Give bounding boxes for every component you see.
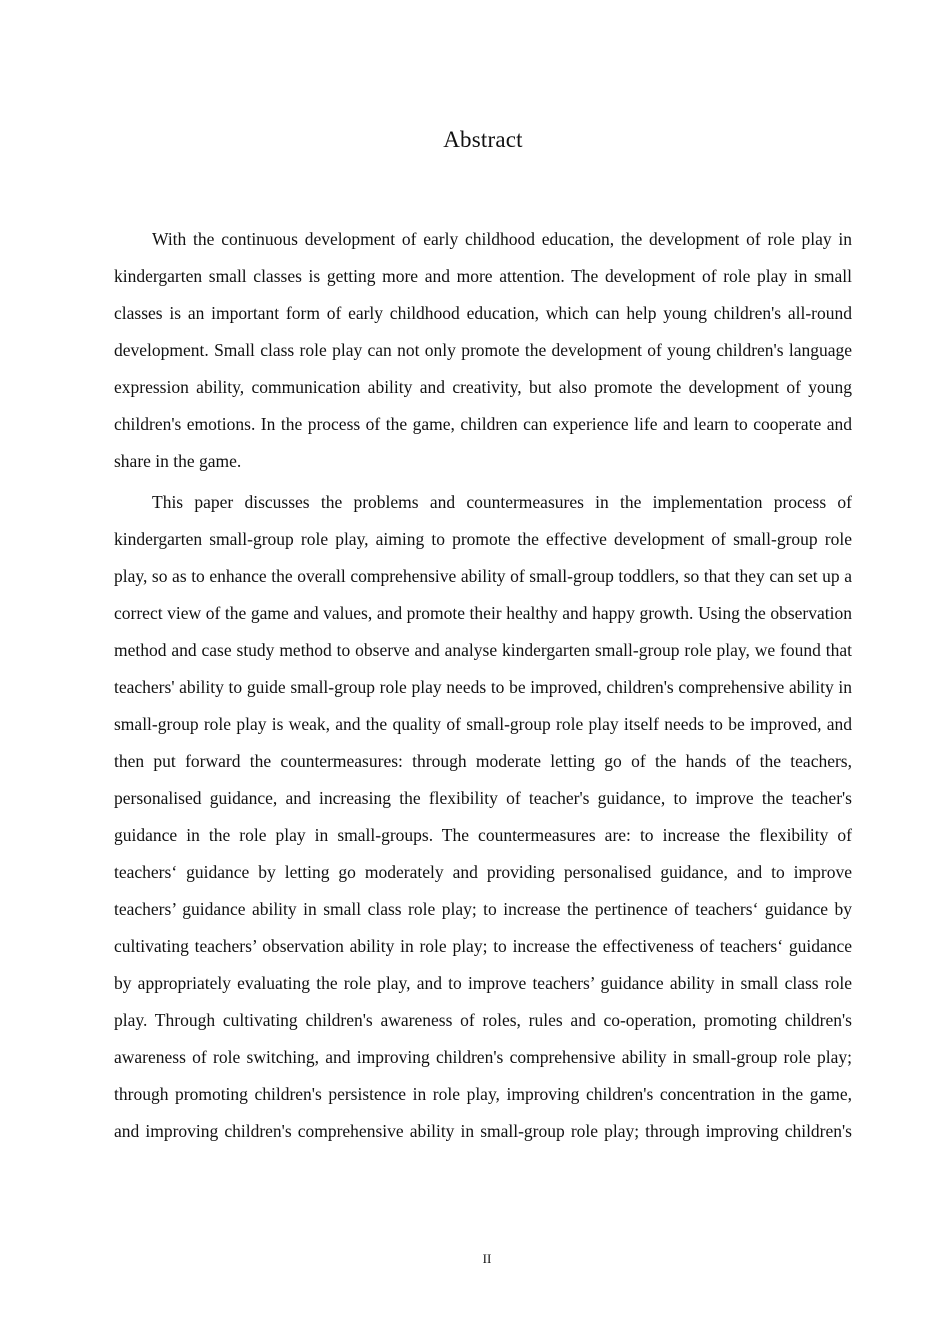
abstract-paragraph-2: This paper discusses the problems and countermeasures in the implementation process of kindergarten small-group role play, aiming to promote the effective development of small-group role play, so as to enhance the overall comprehensive ability of small-group toddlers, so that they can set up a correct view of the game and values, and promote their healthy and happy growth. Using the observation method and case study method to observe and analyse kindergarten small-group role play, we found that teachers' ability to guide small-group role play needs to be improved, children's comprehensive ability in small-group role play is weak, and the quality of small-group role play itself needs to be improved, and then put forward the countermeasures: through moderate letting go of the hands of the teachers, personalised guidance, and increasing the flexibility of teacher's guidance, to improve the teacher's guidance in the role play in small-groups. The countermeasures are: to increase the flexibility of teachers‘ guidance by letting go moderately and providing personalised guidance, and to improve teachers’ guidance ability in small class role play; to increase the pertinence of teachers‘ guidance by cultivating teachers’ observation ability in role play; to increase the effectiveness of teachers‘ guidance by appropriately evaluating the role play, and to improve teachers’ guidance ability in small class role play. Through cultivating children's awareness of roles, rules and co-operation, promoting children's awareness of role switching, and improving children's comprehensive ability in small-group role play; through promoting children's persistence in role play, improving children's concentration in the game, and improving children's comprehensive ability in small-group role play; through improving children's (114, 492, 852, 1141)
page-title: Abstract (443, 127, 523, 152)
abstract-paragraph-1: With the continuous development of early childhood education, the development of role play in kindergarten small classes is getting more and more attention. The development of role play in small classes is an important form of early childhood education, which can help young children's all-round development. Small class role play can not only promote the development of young children's language expression ability, communication ability and creativity, but also promote the development of young children's emotions. In the process of the game, children can experience life and learn to cooperate and share in the game. (114, 229, 852, 471)
abstract-body (114, 221, 852, 1154)
page-number: II (482, 1251, 492, 1266)
